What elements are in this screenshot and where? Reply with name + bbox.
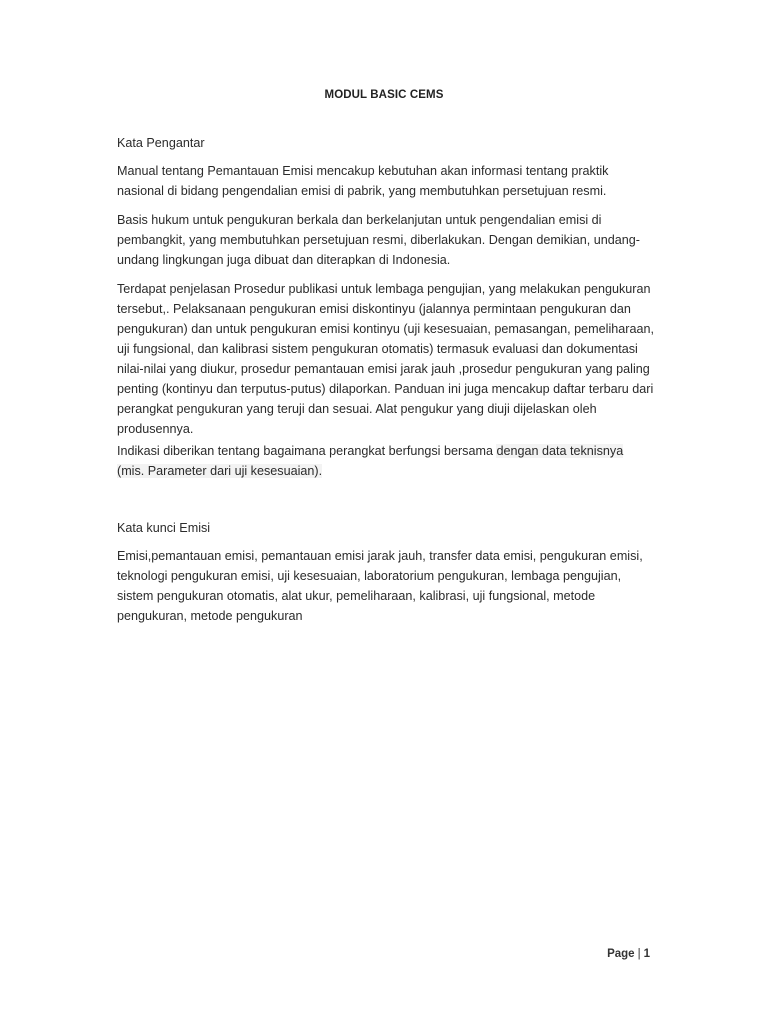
page-number: 1	[643, 948, 650, 960]
paragraph: Manual tentang Pemantauan Emisi mencakup kebutuhan akan informasi tentang praktik nasional di bidang pengendalian emisi di pabrik, yang membutuhkan persetujuan resmi.	[117, 164, 609, 198]
highlighted-text: (mis. Parameter dari uji kesesuaian).	[117, 464, 323, 478]
section-heading: Kata kunci Emisi	[117, 521, 211, 535]
section-heading: Kata Pengantar	[117, 136, 205, 150]
paragraph-basis-hukum	[117, 210, 657, 270]
paragraph-keywords	[117, 546, 657, 626]
paragraph-manual	[117, 161, 657, 201]
paragraph: Terdapat penjelasan Prosedur publikasi untuk lembaga pengujian, yang melakukan pengukuran tersebut,. Pelaksanaan pengukuran emisi diskontinyu (jalannya permintaan pengukuran dan pengukuran) dan untuk pengukuran emisi kontinyu (uji kesesuaian, pemasangan, pemeliharaan, uji fungsional, dan kalibrasi sistem pengukuran otomatis) termasuk evaluasi dan dokumentasi nilai-nilai yang diukur, prosedur pemantauan emisi jarak jauh ,prosedur pengukuran yang paling penting (kontinyu dan terputus-putus) dilaporkan. Panduan ini juga mencakup daftar terbaru dari perangkat pengukuran yang teruji dan sesuai. Alat pengukur yang diuji dijelaskan oleh produsennya.	[117, 282, 654, 436]
page-separator: |	[637, 948, 641, 960]
paragraph	[117, 441, 657, 481]
page-label: Page	[607, 948, 635, 960]
paragraph-prosedur	[117, 279, 657, 439]
paragraph: Emisi,pemantauan emisi, pemantauan emisi jarak jauh, transfer data emisi, pengukuran emisi, teknologi pengukuran emisi, uji kesesuaian, laboratorium pengukuran, lembaga pengujian, sistem pengukuran otomatis, alat ukur, pemeliharaan, kalibrasi, uji fungsional, metode pengukuran, metode pengukuran	[117, 549, 643, 623]
paragraph: Basis hukum untuk pengukuran berkala dan berkelanjutan untuk pengendalian emisi di pembangkit, yang membutuhkan persetujuan resmi, diberlakukan. Dengan demikian, undang-undang lingkungan juga dibuat dan diterapkan di Indonesia.	[117, 213, 640, 267]
section-kata-kunci	[117, 518, 657, 538]
document-title: MODUL BASIC CEMS	[324, 89, 444, 101]
paragraph-text: Indikasi diberikan tentang bagaimana perangkat berfungsi bersama	[117, 444, 497, 458]
section-kata-pengantar	[117, 133, 657, 153]
highlighted-text: dengan data teknisnya	[496, 444, 624, 458]
page-footer	[607, 948, 650, 960]
paragraph-indikasi	[117, 441, 657, 481]
